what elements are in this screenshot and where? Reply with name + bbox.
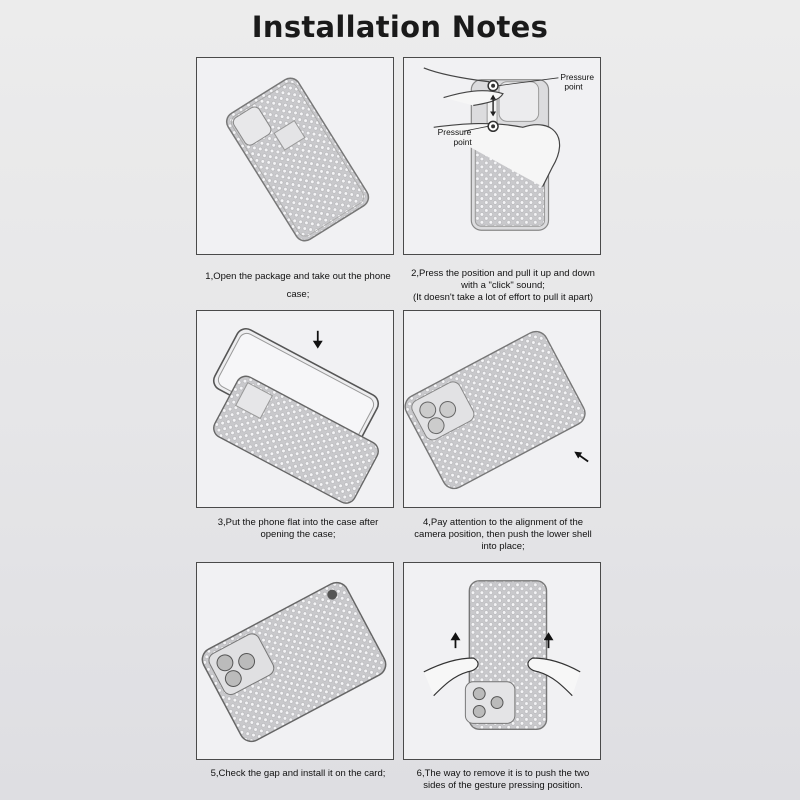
svg-text:point: point (564, 81, 583, 92)
step-1-illustration (196, 57, 394, 255)
step-2-caption: 2,Press the position and pull it up and down with a "click" sound; (It doesn't take a lot of effort to pull it apart) (411, 268, 595, 303)
step-1-caption: 1,Open the package and take out the phone case; (205, 271, 391, 301)
step-2-illustration (403, 57, 601, 255)
step-6-illustration (403, 562, 601, 760)
step-6-caption: 6,The way to remove it is to push the two sides of the gesture pressing position. (416, 768, 590, 791)
pressure-label-mid: Pressure (437, 127, 472, 138)
step-4-illustration (403, 310, 601, 508)
step-3-illustration (196, 310, 394, 508)
step-5-illustration (196, 562, 394, 760)
svg-text:point: point (453, 137, 472, 148)
step-3-caption: 3,Put the phone flat into the case after opening the case; (217, 517, 379, 540)
step-5-caption: 5,Check the gap and install it on the card; (210, 768, 386, 779)
page-title: Installation Notes (251, 10, 549, 44)
pressure-label-top: Pressure (560, 71, 595, 82)
step-4-caption: 4,Pay attention to the alignment of the camera position, then push the lower shell into place; (414, 517, 592, 552)
arrow-down-icon (313, 331, 323, 349)
arrow-diagonal-icon (574, 452, 588, 462)
